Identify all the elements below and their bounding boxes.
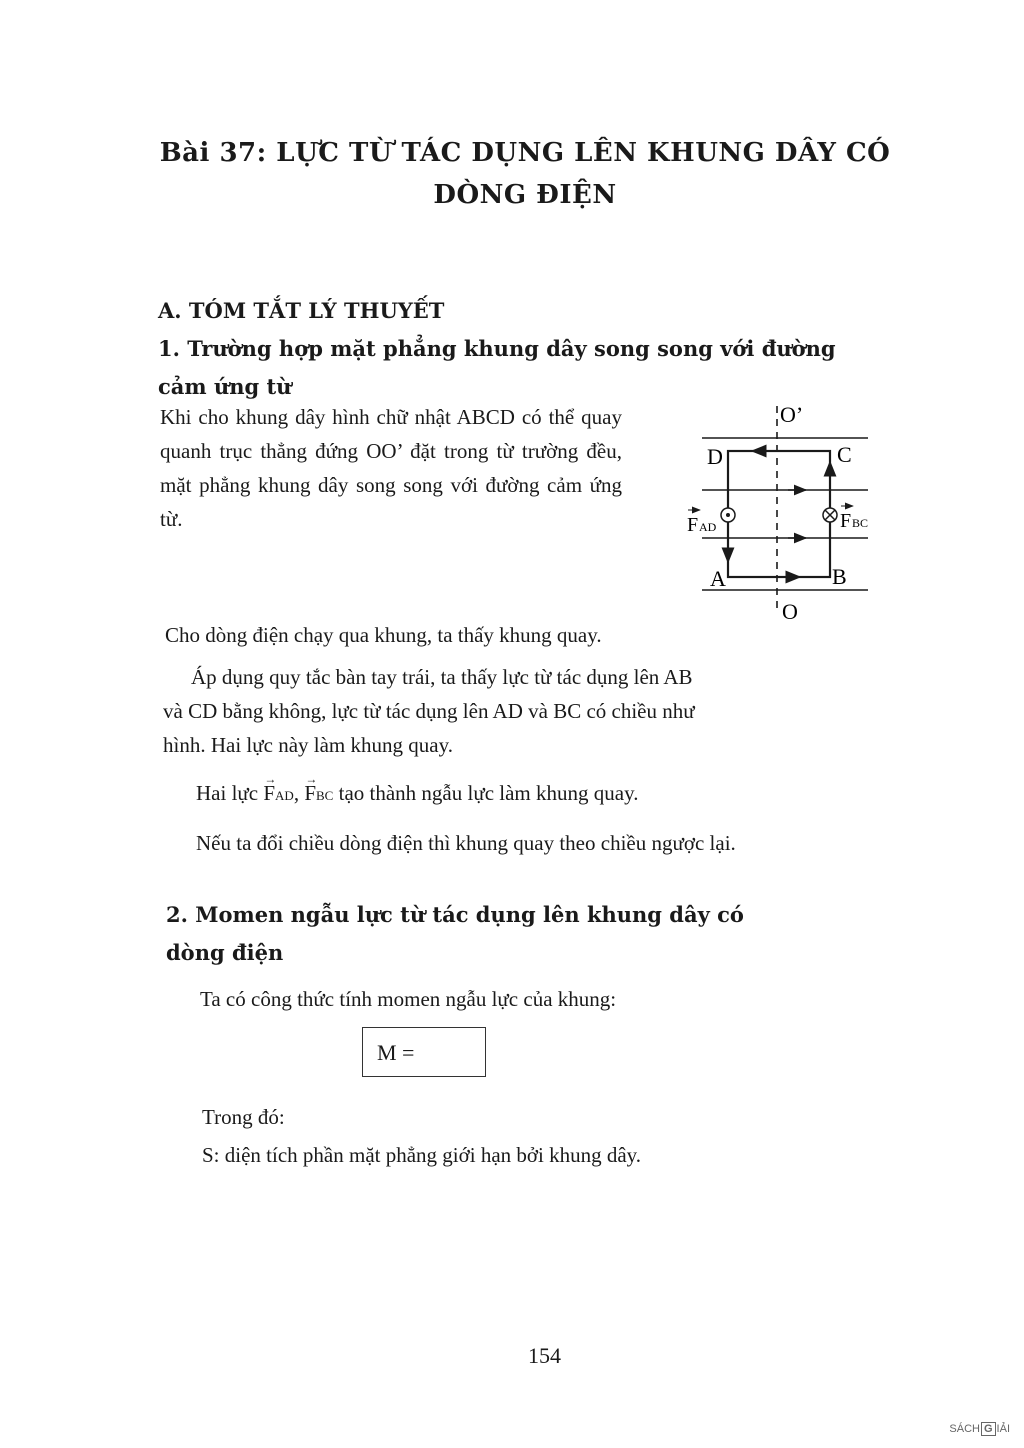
paragraph-2 <box>163 660 913 762</box>
f-ad-text: F <box>263 781 276 805</box>
subsection-1-line-1: 1. Trường hợp mặt phẳng khung dây song song với đường <box>158 336 836 361</box>
page-number: 154 <box>528 1343 561 1368</box>
subsection-2-line-2: dòng điện <box>166 940 284 965</box>
f-bc-subscript: BC <box>316 788 334 803</box>
frame-abcd <box>728 451 830 577</box>
section-heading-a: A. TÓM TẮT LÝ THUYẾT <box>158 298 445 323</box>
subsection-2-line-1: 2. Momen ngẫu lực từ tác dụng lên khung dây có <box>166 902 744 927</box>
f-bc-sub: BC <box>852 516 869 530</box>
p3-after: tạo thành ngẫu lực làm khung quay. <box>333 781 639 805</box>
f-bc-vector <box>304 776 333 813</box>
label-o-prime: O’ <box>780 402 804 427</box>
title-line-2: DÒNG ĐIỆN <box>433 180 617 210</box>
s-definition: S: diện tích phần mặt phẳng giới hạn bởi khung dây. <box>202 1143 642 1167</box>
frame-diagram <box>680 398 910 630</box>
page-title <box>120 132 930 216</box>
watermark-box: G <box>981 1422 996 1436</box>
watermark-logo <box>949 1422 1010 1436</box>
force-out-symbol <box>721 508 735 522</box>
p3-before: Hai lực <box>196 781 264 805</box>
paragraph-3 <box>196 776 946 813</box>
f-bc-text: F <box>304 781 317 805</box>
f-ad-subscript: AD <box>275 788 294 803</box>
p3-sep: , <box>293 781 305 805</box>
label-a: A <box>710 566 726 591</box>
paragraph-2-line-2: và CD bằng không, lực từ tác dụng lên AD và BC có chiều như <box>163 699 695 723</box>
force-in-symbol <box>823 508 837 522</box>
label-c: C <box>837 442 852 467</box>
subsection-heading-2 <box>166 896 926 972</box>
subsection-1-line-2: cảm ứng từ <box>158 374 292 399</box>
paragraph-1: Cho dòng điện chạy qua khung, ta thấy khung quay. <box>165 623 602 647</box>
f-ad-letter: F <box>687 514 699 536</box>
label-o: O <box>782 599 798 624</box>
where-label: Trong đó: <box>202 1105 285 1129</box>
label-b: B <box>832 564 847 589</box>
f-ad-vector <box>263 776 293 813</box>
paragraph-2-line-1: Áp dụng quy tắc bàn tay trái, ta thấy lực từ tác dụng lên AB <box>191 665 693 689</box>
formula-intro: Ta có công thức tính momen ngẫu lực của khung: <box>200 987 617 1011</box>
label-f-bc <box>840 506 868 532</box>
watermark-left: SÁCH <box>949 1423 980 1435</box>
label-d: D <box>707 444 723 469</box>
intro-paragraph: Khi cho khung dây hình chữ nhật ABCD có thể quay quanh trục thẳng đứng OO’ đặt trong từ trường đều, mặt phẳng khung dây song song với đường cảm ứng từ. <box>160 405 622 531</box>
title-line-1: Bài 37: LỰC TỪ TÁC DỤNG LÊN KHUNG DÂY CÓ <box>159 138 891 168</box>
subsection-heading-1 <box>158 330 918 406</box>
label-f-ad <box>687 510 717 536</box>
watermark-right: IẢI <box>996 1423 1010 1435</box>
paragraph-2-line-3: hình. Hai lực này làm khung quay. <box>163 733 453 757</box>
paragraph-4: Nếu ta đổi chiều dòng điện thì khung quay theo chiều ngược lại. <box>196 831 736 855</box>
f-ad-sub: AD <box>699 520 717 534</box>
f-bc-letter: F <box>840 510 852 532</box>
formula-box: M = <box>362 1027 486 1077</box>
